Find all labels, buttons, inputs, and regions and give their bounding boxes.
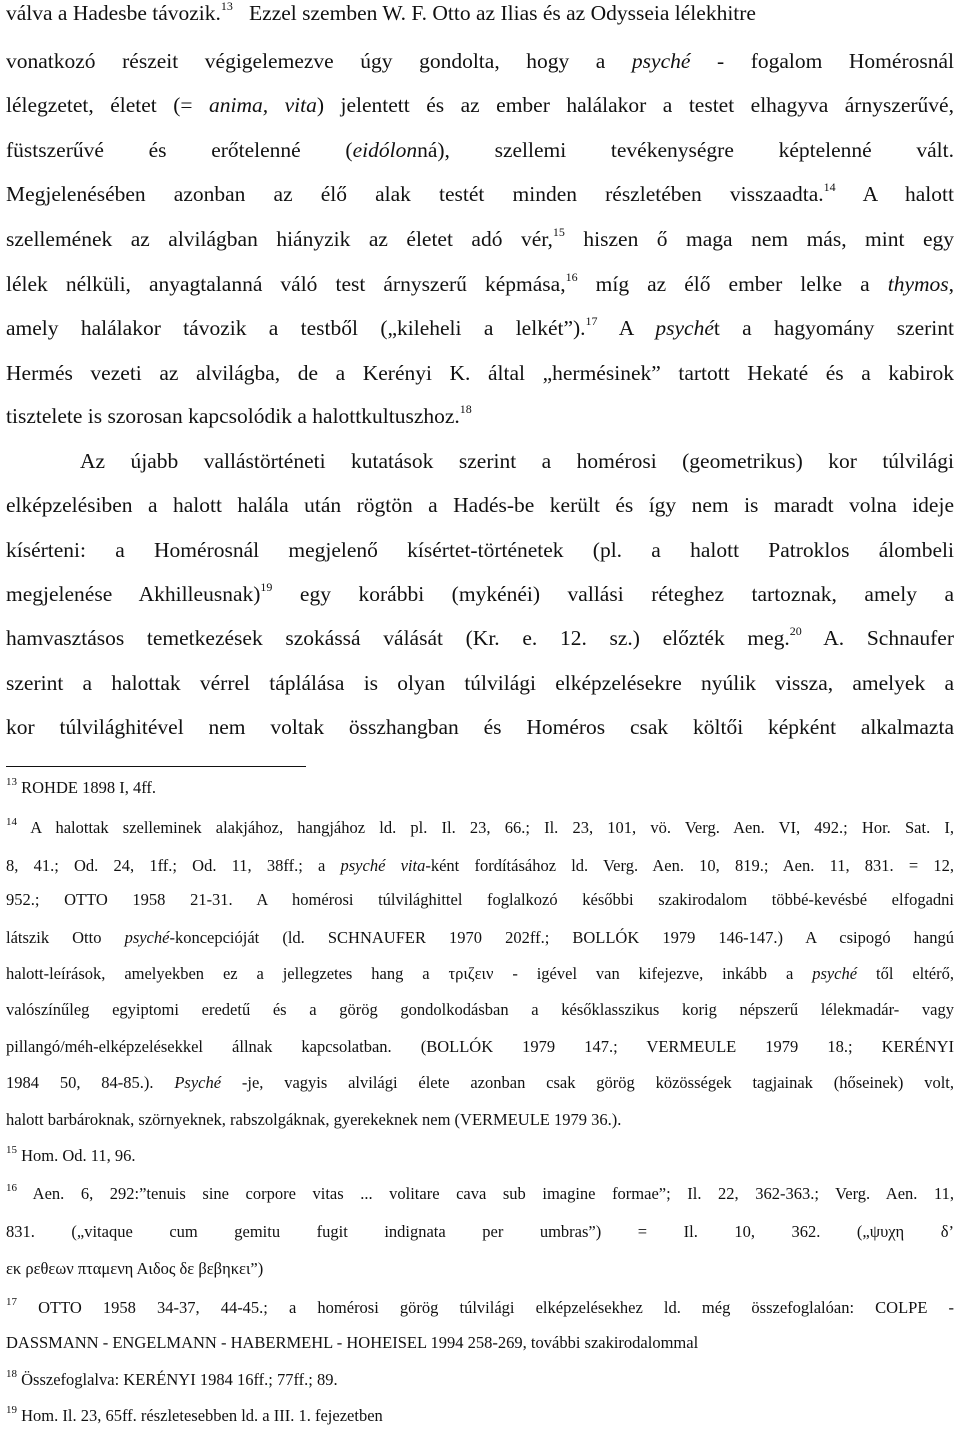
footnote-14-line-9 bbox=[6, 1110, 954, 1130]
footnote-14-line-7 bbox=[6, 1037, 954, 1057]
body-line-11 bbox=[80, 448, 954, 474]
text: 8, 41.; Od. 24, 1ff.; Od. 11, 38ff.; a bbox=[6, 856, 341, 875]
text: halott barbároknak, szörnyeknek, rabszolgáknak, gyerekeknek nem (VERMEULE 1979 36.). bbox=[6, 1110, 622, 1129]
text: DASSMANN - ENGELMANN - HABERMEHL - HOHEISEL 1994 258-269, további szakirodalommal bbox=[6, 1333, 699, 1352]
footnote-number: 17 bbox=[6, 1296, 17, 1308]
footnote-14-line-8 bbox=[6, 1073, 954, 1093]
body-line-7 bbox=[6, 271, 954, 297]
footnote-13 bbox=[6, 778, 954, 798]
footnote-ref-16: 16 bbox=[565, 270, 578, 284]
text: elképzelésiben a halott halála után rögtön a Hadés-be került és így nem is maradt volna ideje bbox=[6, 493, 954, 517]
term-anima-vita: anima, vita bbox=[209, 93, 317, 117]
footnote-16-line-3 bbox=[6, 1259, 954, 1279]
term-thymos: thymos bbox=[887, 272, 949, 296]
text: füstszerűvé és erőtelenné ( bbox=[6, 138, 353, 162]
text: amely halálakor távozik a testből („kileheli a lelkét”). bbox=[6, 316, 586, 340]
text: halott-leírások, amelyekben ez a jellegzetes hang a bbox=[6, 964, 449, 983]
footnote-17-line-2 bbox=[6, 1333, 954, 1353]
text: ’ bbox=[948, 1222, 954, 1241]
body-line-2 bbox=[6, 48, 954, 74]
footnote-ref-13: 13 bbox=[220, 0, 233, 13]
text: ”) bbox=[250, 1259, 264, 1278]
text: megjelenése Akhilleusnak) bbox=[6, 582, 261, 606]
footnote-15 bbox=[6, 1146, 954, 1166]
text: -ként fordításához ld. Verg. Aen. 10, 819.; Aen. 11, 831. = 12, bbox=[425, 856, 954, 875]
text: 831. („vitaque cum gemitu fugit indignata per umbras”) = Il. 10, 362. („ bbox=[6, 1222, 870, 1241]
text: lélegzetet, életet (= bbox=[6, 93, 209, 117]
footnote-ref-14: 14 bbox=[823, 180, 836, 194]
footnote-16-line-1 bbox=[6, 1184, 954, 1204]
footnote-number: 13 bbox=[6, 776, 17, 788]
footnote-separator bbox=[6, 766, 306, 767]
text: - igével van kifejezve, inkább a bbox=[493, 964, 813, 983]
text: ná), szellemi tevékenységre képtelenné vált. bbox=[417, 138, 954, 162]
text: látszik Otto bbox=[6, 928, 125, 947]
text: A bbox=[597, 316, 656, 340]
body-line-5 bbox=[6, 181, 954, 207]
footnote-ref-20: 20 bbox=[789, 624, 802, 638]
body-line-3 bbox=[6, 92, 954, 118]
text: Megjelenésében azonban az élő alak testét minden részletében visszaadta. bbox=[6, 182, 824, 206]
text: egy korábbi (mykénéi) vallási réteghez tartoznak, amely a bbox=[272, 582, 955, 606]
footnote-ref-17: 17 bbox=[585, 314, 598, 328]
text: Ezzel szemben W. F. Otto az Ilias és az Odysseia lélekhitre bbox=[249, 1, 756, 25]
text: míg az élő ember lelke a bbox=[577, 272, 888, 296]
footnote-number: 16 bbox=[6, 1182, 17, 1194]
body-line-8 bbox=[6, 315, 954, 341]
body-line-14 bbox=[6, 581, 954, 607]
body-line-17 bbox=[6, 714, 954, 740]
footnote-14-line-2 bbox=[6, 856, 954, 876]
term-psyche: psyché bbox=[655, 316, 714, 340]
footnote-number: 14 bbox=[6, 816, 17, 828]
term-psyche: psyché bbox=[631, 49, 691, 73]
text: Hom. Od. 11, 96. bbox=[17, 1146, 136, 1165]
text: -koncepcióját (ld. SCHNAUFER 1970 202ff.; BOLLÓK 1979 146-147.) A csipogó hangú bbox=[169, 928, 954, 947]
term: psyché bbox=[124, 928, 170, 947]
footnote-14-line-4 bbox=[6, 928, 954, 948]
text: Az újabb vallástörténeti kutatások szerint a homérosi (geometrikus) kor túlvilági bbox=[80, 449, 954, 473]
body-line-6 bbox=[6, 226, 954, 252]
term: psyché vita bbox=[340, 856, 426, 875]
footnote-14-line-6 bbox=[6, 1000, 954, 1020]
text: A halottak szelleminek alakjához, hangjához ld. pl. Il. 23, 66.; Il. 23, 101, vö. Verg. Aen. VI, 492.; Hor. Sat. I, bbox=[17, 818, 954, 837]
text: től eltérő, bbox=[857, 964, 954, 983]
footnote-number: 15 bbox=[6, 1144, 17, 1156]
text: kor túlvilághitével nem voltak összhangban és Homéros csak költői képként alkalmazta bbox=[6, 715, 954, 739]
text: vonatkozó részeit végigelemezve úgy gondolta, hogy a bbox=[6, 49, 632, 73]
footnote-19 bbox=[6, 1406, 954, 1426]
text: hiszen ő maga nem más, mint egy bbox=[564, 227, 954, 251]
text: szerint a halottak vérrel táplálása is olyan túlvilági elképzelésekre nyúlik vissza, amelyek a bbox=[6, 671, 954, 695]
footnote-14-line-3 bbox=[6, 890, 954, 910]
text: OTTO 1958 34-37, 44-45.; a homérosi görög túlvilági elképzelésekhez ld. még összefoglalóan: COLPE - bbox=[17, 1298, 954, 1317]
footnote-16-line-2 bbox=[6, 1222, 954, 1242]
footnote-14-line-5 bbox=[6, 964, 954, 984]
text: lélek nélküli, anyagtalanná váló test árnyszerű képmása, bbox=[6, 272, 566, 296]
body-line-1 bbox=[6, 0, 954, 26]
text: -je, vagyis alvilági élete azonban csak görög közösségek tagjainak (hőseinek) volt, bbox=[221, 1073, 954, 1092]
text: Aen. 6, 292:”tenuis sine corpore vitas ... volitare cava sub imagine formae”; Il. 22, 362-363.; Verg. Aen. 11, bbox=[17, 1184, 954, 1203]
text: t a hagyomány szerint bbox=[713, 316, 955, 340]
text: ROHDE 1898 I, 4ff. bbox=[17, 778, 157, 797]
text: válva a Hadesbe távozik. bbox=[6, 1, 221, 25]
text: Hermés vezeti az alvilágba, de a Kerényi K. által „hermésinek” tartott Hekaté és a kabirok bbox=[6, 361, 954, 385]
body-line-4 bbox=[6, 137, 954, 163]
greek-word: τριζειν bbox=[448, 964, 494, 983]
footnote-14-line-1 bbox=[6, 818, 954, 838]
text: 1984 50, 84-85.). bbox=[6, 1073, 175, 1092]
text: valószínűleg egyiptomi eredetű és a görög gondolkodásban a későklasszikus korig népszerű lélekmadár- vagy bbox=[6, 1000, 954, 1019]
text: Összefoglalva: KERÉNYI 1984 16ff.; 77ff.; 89. bbox=[17, 1370, 338, 1389]
footnote-ref-18: 18 bbox=[459, 402, 472, 416]
text: hamvasztásos temetkezések szokássá válását (Kr. e. 12. sz.) előzték meg. bbox=[6, 626, 790, 650]
greek-text: εκ ρεθεων πταμενη Αιδος δε βεβηκει bbox=[6, 1259, 251, 1278]
footnote-number: 19 bbox=[6, 1404, 17, 1416]
text: pillangó/méh-elképzelésekkel állnak kapcsolatban. (BOLLÓK 1979 147.; VERMEULE 1979 18.; KERÉNYI bbox=[6, 1037, 954, 1056]
body-line-13 bbox=[6, 537, 954, 563]
footnote-17-line-1 bbox=[6, 1298, 954, 1318]
footnote-number: 18 bbox=[6, 1368, 17, 1380]
footnote-ref-15: 15 bbox=[552, 225, 565, 239]
footnote-18 bbox=[6, 1370, 954, 1390]
body-line-10 bbox=[6, 403, 954, 429]
text: 952.; OTTO 1958 21-31. A homérosi túlvilághittel foglalkozó későbbi szakirodalom többé-kevésbé elfogadni bbox=[6, 890, 954, 909]
text: , bbox=[948, 272, 955, 296]
term: Psyché bbox=[174, 1073, 222, 1092]
text: - fogalom Homérosnál bbox=[690, 49, 954, 73]
text: ) jelentett és az ember halálakor a testet elhagyva árnyszerűvé, bbox=[316, 93, 954, 117]
body-line-15 bbox=[6, 625, 954, 651]
body-line-16 bbox=[6, 670, 954, 696]
footnote-ref-19: 19 bbox=[260, 580, 273, 594]
text: Hom. Il. 23, 65ff. részletesebben ld. a III. 1. fejezetben bbox=[17, 1406, 383, 1425]
text: kísérteni: a Homérosnál megjelenő kísértet-történetek (pl. a halott Patroklos álombeli bbox=[6, 538, 954, 562]
term-eidolon: eidólon bbox=[352, 138, 418, 162]
text: A. Schnaufer bbox=[801, 626, 955, 650]
text: tisztelete is szorosan kapcsolódik a halottkultuszhoz. bbox=[6, 404, 460, 428]
body-line-9 bbox=[6, 360, 954, 386]
text: szellemének az alvilágban hiányzik az életet adó vér, bbox=[6, 227, 553, 251]
greek-text: ψυχη δ bbox=[869, 1222, 949, 1241]
term: psyché bbox=[812, 964, 858, 983]
text: A halott bbox=[835, 182, 954, 206]
body-line-12 bbox=[6, 492, 954, 518]
